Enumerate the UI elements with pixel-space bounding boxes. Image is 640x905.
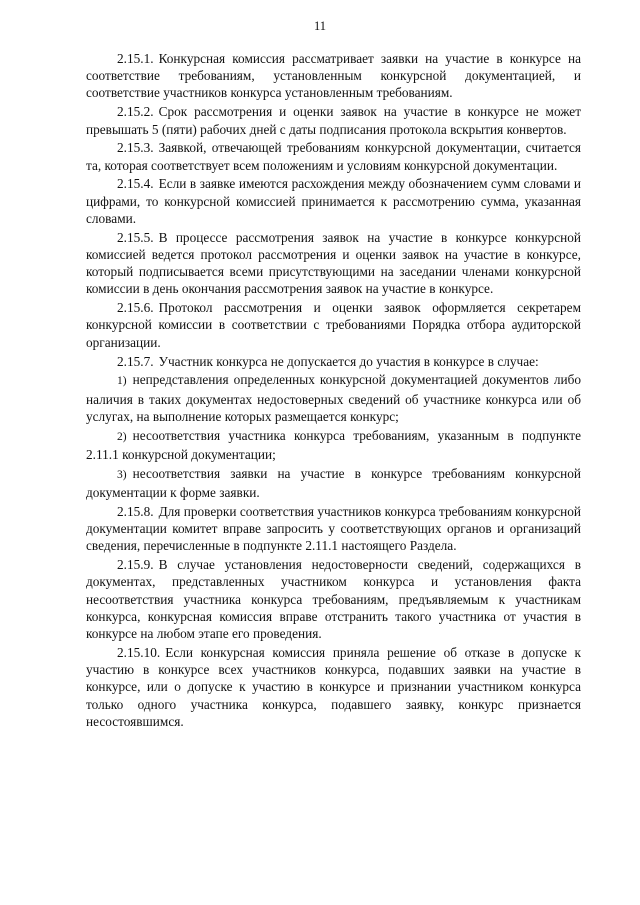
page-number: 11 [313, 19, 327, 33]
clause-number: 2.15.5. [117, 229, 154, 245]
clause-2-15-2 [86, 103, 581, 137]
clause-2-15-10 [86, 644, 581, 730]
clause-number: 2.15.7. [117, 353, 154, 369]
clause-2-15-6 [86, 299, 581, 351]
clause-text: Заявкой, отвечающей требованиям конкурсной документации, считается та, которая соответствует всем положениям и условиям конкурсной документации. [86, 140, 581, 173]
sub-item-text: несоответствия заявки на участие в конкурсе требованиям конкурсной документации к форме заявки. [86, 465, 581, 501]
sub-item-number: 1) [117, 375, 127, 388]
sub-item-1 [86, 371, 581, 425]
clause-number: 2.15.1. [117, 51, 154, 66]
clause-number: 2.15.9. [117, 557, 154, 573]
clause-2-15-3 [86, 139, 581, 173]
sub-item-2 [86, 427, 581, 463]
clause-text: В случае установления недостоверности сведений, содержащихся в документах, представленных участником конкурса и установления факта несоответствия участника конкурса требованиям, предъявляемым к участникам конкурса, конкурсная комиссия вправе отстранить такого участника от участия в конкурсе на любом этапе его проведения. [86, 557, 581, 642]
clause-number: 2.15.2. [117, 104, 154, 120]
clause-text: Если конкурсная комиссия приняла решение об отказе в допуске к участию в конкурсе всех участников конкурса, подавших заявки на участие в конкурсе, или о допуске к участию в конкурсе и признании участником конкурса только одного участника конкурса, подавшего заявку, конкурс признается несостоявшимся. [86, 644, 581, 729]
sub-item-text: несоответствия участника конкурса требованиям, указанным в подпункте 2.11.1 конкурсной документации; [86, 427, 581, 462]
clause-number: 2.15.8. [117, 503, 154, 519]
clause-text: Конкурсная комиссия рассматривает заявки на участие в конкурсе на соответствие требованиям, установленным конкурсной документацией, и соответствие участников конкурса установленным требованиям. [86, 51, 581, 101]
clause-number: 2.15.6. [117, 300, 154, 316]
sub-item-3 [86, 465, 581, 501]
sub-item-text: непредставления определенных конкурсной документацией документов либо наличия в таких документах недостоверных сведений об участнике конкурса или об услугах, на выполнение которых размещается конкурс; [86, 372, 581, 424]
clause-2-15-1 [86, 50, 581, 102]
clause-text: Срок рассмотрения и оценки заявок на участие в конкурсе не может превышать 5 (пяти) рабочих дней с даты подписания протокола вскрытия конвертов. [86, 104, 581, 137]
clause-2-15-7 [86, 353, 581, 370]
clause-number: 2.15.4. [117, 176, 154, 192]
document-body [86, 50, 581, 732]
clause-2-15-5 [86, 229, 581, 298]
sub-item-number: 2) [117, 430, 127, 443]
clause-number: 2.15.10. [117, 644, 161, 660]
clause-text: Протокол рассмотрения и оценки заявок оформляется секретарем конкурсной комиссии в соответствии с требованиями Порядка отбора аудиторской организации. [86, 300, 581, 350]
clause-2-15-9 [86, 556, 581, 642]
clause-text: Если в заявке имеются расхождения между обозначением сумм словами и цифрами, то конкурсной комиссией принимается к рассмотрению сумма, указанная словами. [86, 176, 581, 226]
clause-text: Участник конкурса не допускается до участия в конкурсе в случае: [158, 353, 539, 369]
clause-2-15-4 [86, 175, 581, 227]
clause-text: В процессе рассмотрения заявок на участие в конкурсе конкурсной комиссией ведется протокол рассмотрения и оценки заявок на участие в конкурсе, который подписывается всеми присутствующими на заседании членами конкурсной комиссии в день окончания рассмотрения заявок на участие в конкурсе. [86, 229, 581, 297]
clause-text: Для проверки соответствия участников конкурса требованиям конкурсной документации комитет вправе запросить у соответствующих органов и организаций сведения, перечисленные в подпункте 2.11.1 настоящего Раздела. [86, 503, 581, 554]
sub-item-number: 3) [117, 468, 127, 481]
clause-2-15-8 [86, 503, 581, 555]
clause-number: 2.15.3. [117, 140, 154, 156]
